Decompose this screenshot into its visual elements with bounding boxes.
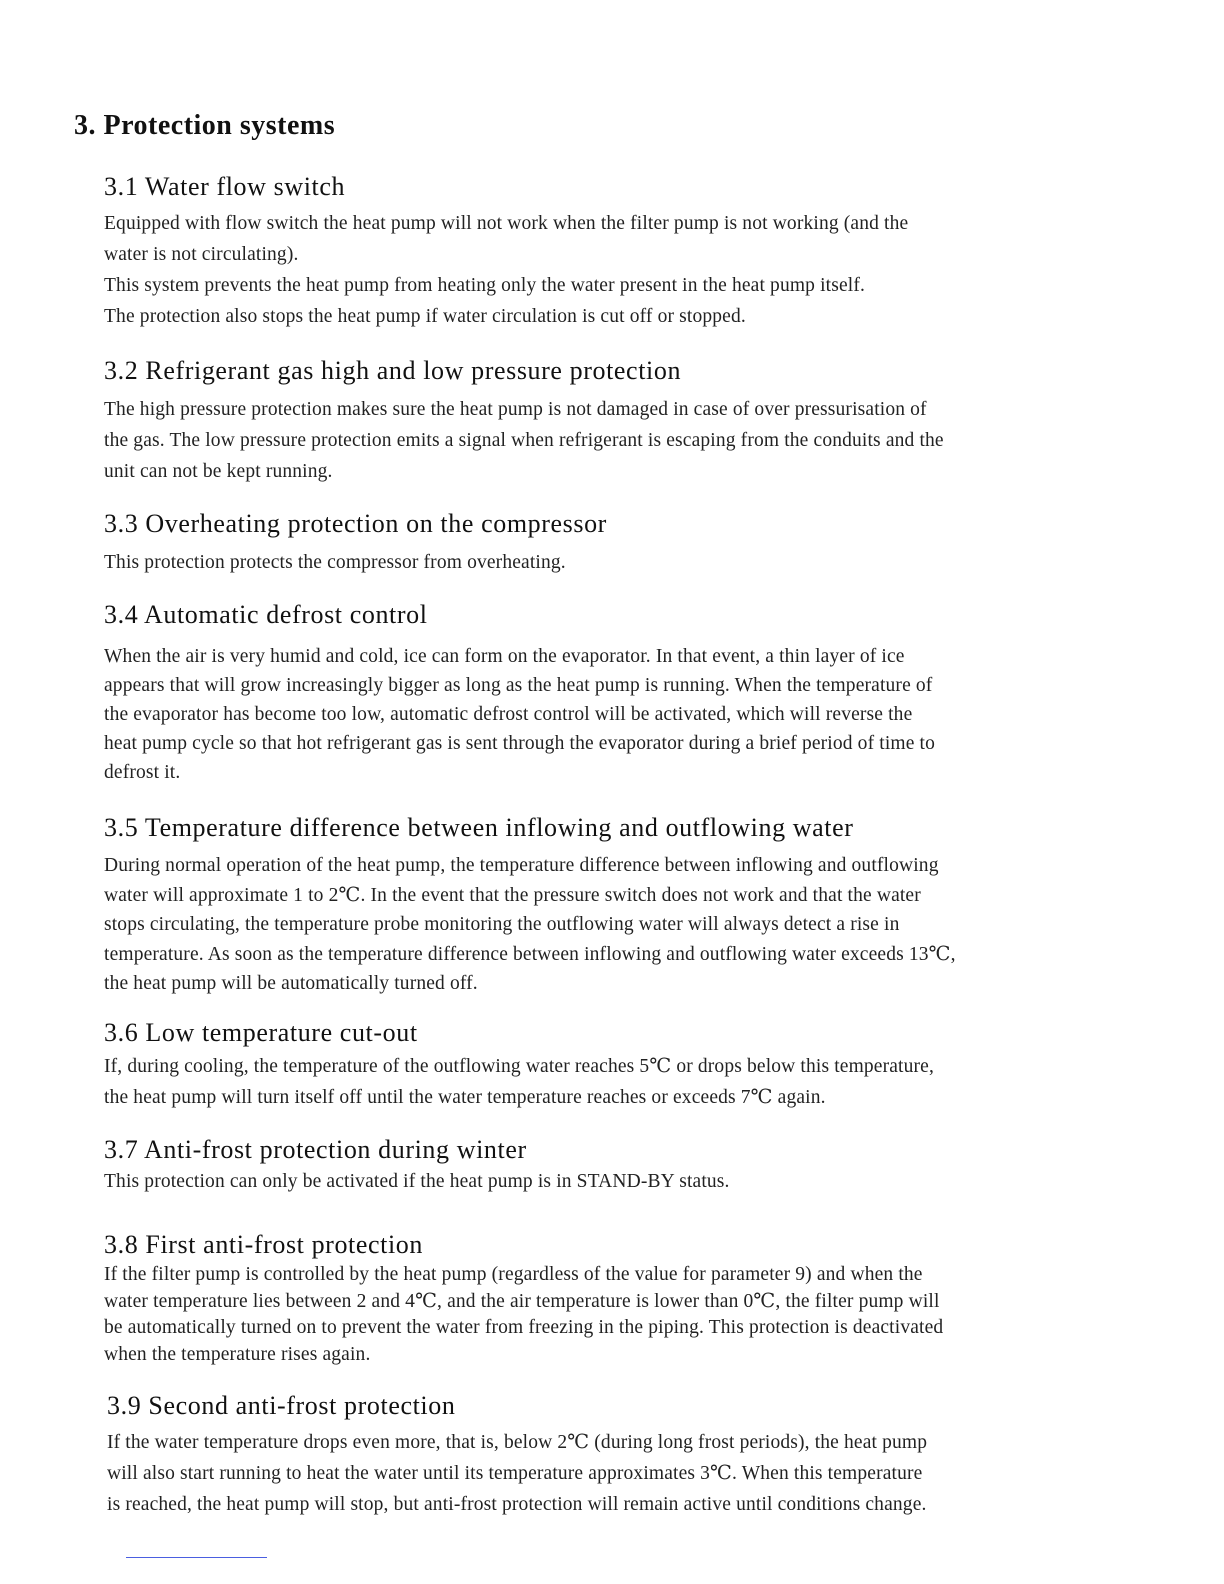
section-heading: 3.4 Automatic defrost control	[104, 600, 428, 629]
section-text-line: If, during cooling, the temperature of the outflowing water reaches 5℃ or drops below this temperature,	[104, 1056, 935, 1077]
section-heading: 3.7 Anti-frost protection during winter	[104, 1135, 527, 1164]
section-heading: 3.3 Overheating protection on the compressor	[104, 509, 607, 538]
section-text-line: the evaporator has become too low, automatic defrost control will be activated, which will reverse the	[104, 704, 913, 725]
section-text-line: water temperature lies between 2 and 4℃, and the air temperature is lower than 0℃, the filter pump will	[104, 1290, 940, 1312]
section-text-line: This protection can only be activated if the heat pump is in STAND-BY status.	[104, 1171, 730, 1192]
section-text-line: water will approximate 1 to 2℃. In the event that the pressure switch does not work and that the water	[104, 884, 921, 906]
section-text-line: temperature. As soon as the temperature difference between inflowing and outflowing water exceeds 13℃,	[104, 943, 956, 965]
section-water-flow-switch	[104, 172, 1114, 332]
section-text-line: the heat pump will be automatically turned off.	[104, 973, 478, 994]
section-heading: 3.2 Refrigerant gas high and low pressure protection	[104, 356, 682, 385]
section-text-line: During normal operation of the heat pump, the temperature difference between inflowing and outflowing	[104, 855, 939, 876]
section-text-line: water is not circulating).	[104, 244, 299, 265]
section-heading: 3.6 Low temperature cut-out	[104, 1018, 418, 1047]
section-text-line: be automatically turned on to prevent the water from freezing in the piping. This protection is deactivated	[104, 1317, 944, 1338]
footer-divider	[126, 1557, 267, 1558]
section-text-line: heat pump cycle so that hot refrigerant gas is sent through the evaporator during a brief period of time to	[104, 733, 936, 754]
section-low-temperature-cutout	[104, 1018, 1114, 1113]
section-overheating-protection	[104, 509, 1114, 578]
section-first-anti-frost	[104, 1230, 1114, 1368]
section-text-line: If the water temperature drops even more, that is, below 2℃ (during long frost periods), the heat pump	[107, 1432, 928, 1453]
section-text-line: the gas. The low pressure protection emits a signal when refrigerant is escaping from the conduits and the	[104, 430, 944, 451]
section-second-anti-frost	[107, 1391, 1117, 1520]
section-text-line: The protection also stops the heat pump if water circulation is cut off or stopped.	[104, 306, 746, 327]
section-text-line: unit can not be kept running.	[104, 461, 333, 482]
section-pressure-protection	[104, 356, 1114, 487]
section-heading: 3.9 Second anti-frost protection	[107, 1391, 456, 1420]
section-automatic-defrost	[104, 600, 1114, 787]
section-text-line: the heat pump will turn itself off until the water temperature reaches or exceeds 7℃ again.	[104, 1087, 826, 1108]
section-text-line: defrost it.	[104, 762, 181, 783]
page-title: 3. Protection systems	[74, 110, 336, 141]
section-text-line: when the temperature rises again.	[104, 1343, 371, 1365]
section-text-line: Equipped with flow switch the heat pump will not work when the filter pump is not working (and the	[104, 213, 909, 234]
section-text-line: When the air is very humid and cold, ice can form on the evaporator. In that event, a thin layer of ice	[104, 646, 905, 667]
section-text-line: appears that will grow increasingly bigger as long as the heat pump is running. When the temperature of	[104, 675, 933, 696]
section-temperature-difference	[104, 813, 1114, 999]
section-text-line: This protection protects the compressor from overheating.	[104, 552, 566, 573]
section-heading: 3.8 First anti-frost protection	[104, 1230, 423, 1259]
section-text-line: The high pressure protection makes sure the heat pump is not damaged in case of over pressurisation of	[104, 399, 927, 420]
section-text-line: will also start running to heat the water until its temperature approximates 3℃. When this temperature	[107, 1463, 923, 1484]
section-heading: 3.5 Temperature difference between inflowing and outflowing water	[104, 813, 854, 842]
section-text-line: If the filter pump is controlled by the heat pump (regardless of the value for parameter 9) and when the	[104, 1264, 923, 1285]
section-text-line: is reached, the heat pump will stop, but anti-frost protection will remain active until conditions change.	[107, 1494, 927, 1515]
section-heading: 3.1 Water flow switch	[104, 172, 346, 201]
section-anti-frost-winter	[104, 1135, 1114, 1196]
section-text-line: stops circulating, the temperature probe monitoring the outflowing water will always detect a rise in	[104, 914, 900, 935]
section-text-line: This system prevents the heat pump from heating only the water present in the heat pump itself.	[104, 275, 866, 296]
